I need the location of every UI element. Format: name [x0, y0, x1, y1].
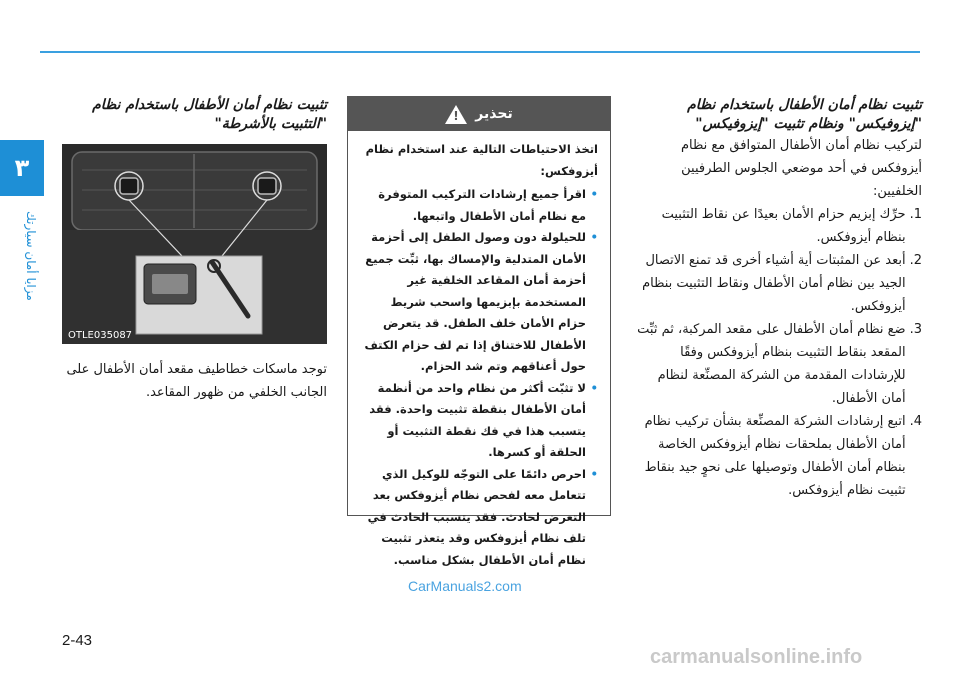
- section-heading-tether: تثبيت نظام أمان الأطفال باستخدام نظام "التثبيت بالأشرطة": [92, 97, 327, 132]
- warning-bullet: • احرص دائمًا على التوجّه للوكيل الذي تتعامل معه لفحص نظام أيزوفكس بعد التعرض لحادث. فقد يتسبب الحادث في تلف نظام أيزوفكس وقد يتعذر تثبيت نظام أمان الأطفال بشكل مناسب.: [360, 464, 598, 572]
- warning-intro: اتخذ الاحتياطات التالية عند استخدام نظام أيزوفكس:: [365, 142, 598, 178]
- seatback-illustration: [62, 144, 327, 344]
- warning-triangle-icon: !: [445, 105, 467, 124]
- top-rule: [40, 51, 920, 53]
- warning-bullet: • اقرأ جميع إرشادات التركيب المتوفرة مع نظام أمان الأطفال واتبعها.: [360, 184, 598, 227]
- step-item: [632, 318, 922, 410]
- warning-header: [348, 97, 610, 131]
- step-number: 1.: [909, 207, 922, 222]
- page-number: 2-43: [62, 632, 93, 649]
- warning-bullet: • لا تثبّت أكثر من نظام واحد من أنظمة أمان الأطفال بنقطة تثبيت واحدة. فقد يتسبب هذا في فك نقطة التثبيت أو الحلقة أو كسرها.: [360, 378, 598, 464]
- chapter-number: ٣: [14, 154, 30, 182]
- top-tether-section: [62, 96, 327, 404]
- seatback-anchor-figure: [62, 144, 327, 344]
- step-item: [632, 203, 922, 249]
- chapter-label: مزايا أمان سيارتك: [24, 211, 38, 301]
- isofix-instructions: [632, 96, 922, 502]
- warning-list: [360, 184, 598, 571]
- step-item: [632, 410, 922, 502]
- step-text: حرِّك إبزيم حزام الأمان بعيدًا عن نقاط التثبيت بنظام أيزوفكس.: [661, 207, 906, 245]
- figure-code: OTLE035087: [68, 330, 133, 341]
- step-number: 3.: [909, 322, 922, 337]
- step-item: [632, 249, 922, 318]
- warning-body: [348, 131, 610, 577]
- watermark-link[interactable]: CarManuals2.com: [408, 578, 522, 594]
- warning-box: [347, 96, 611, 567]
- warning-bullet: • للحيلولة دون وصول الطفل إلى أحزمة الأمان المتدلية والإمساك بها، ثبِّت جميع أحزمة أمان المقاعد الخلفية غير المستخدمة بإبزيمها واسحب شريط حزام الأمان خلف الطفل. قد يتعرض الأطفال للاختناق إذا تم لف حزام الكتف حول أعناقهم وتم شد الحزام.: [360, 227, 598, 378]
- warning-title: تحذير: [475, 106, 513, 122]
- step-number: 4.: [909, 414, 922, 429]
- figure-caption: توجد ماسكات خطاطيف مقعد أمان الأطفال على الجانب الخلفي من ظهور المقاعد.: [66, 362, 327, 400]
- chapter-tab: [0, 140, 44, 196]
- step-text: ضع نظام أمان الأطفال على مقعد المركبة، ثم ثبِّت المقعد بنقاط التثبيت بنظام أيزوفكس وفقًا للإرشادات المقدمة من الشركة المصنِّعة لنظام أمان الأطفال.: [637, 322, 906, 406]
- intro-paragraph: لتركيب نظام أمان الأطفال المتوافق مع نظام أيزوفكس في أحد موضعي الجلوس الطرفيين الخلفيين:: [680, 138, 922, 199]
- step-number: 2.: [909, 253, 922, 268]
- section-heading-isofix: تثبيت نظام أمان الأطفال باستخدام نظام "إيزوفيكس" ونظام تثبيت "إيزوفيكس": [687, 97, 922, 132]
- site-watermark: carmanualsonline.info: [650, 646, 863, 668]
- step-text: أبعد عن المثبتات أية أشياء أخرى قد تمنع الاتصال الجيد بين نظام أمان الأطفال ونقاط التثبيت بنظام أيزوفكس.: [642, 253, 906, 314]
- step-text: اتبع إرشادات الشركة المصنِّعة بشأن تركيب نظام أمان الأطفال بملحقات نظام أيزوفكس الخاصة بنظام أمان الأطفال وتوصيلها على نحوٍ جيد بنقاط تثبيت نظام أيزوفكس.: [644, 414, 906, 498]
